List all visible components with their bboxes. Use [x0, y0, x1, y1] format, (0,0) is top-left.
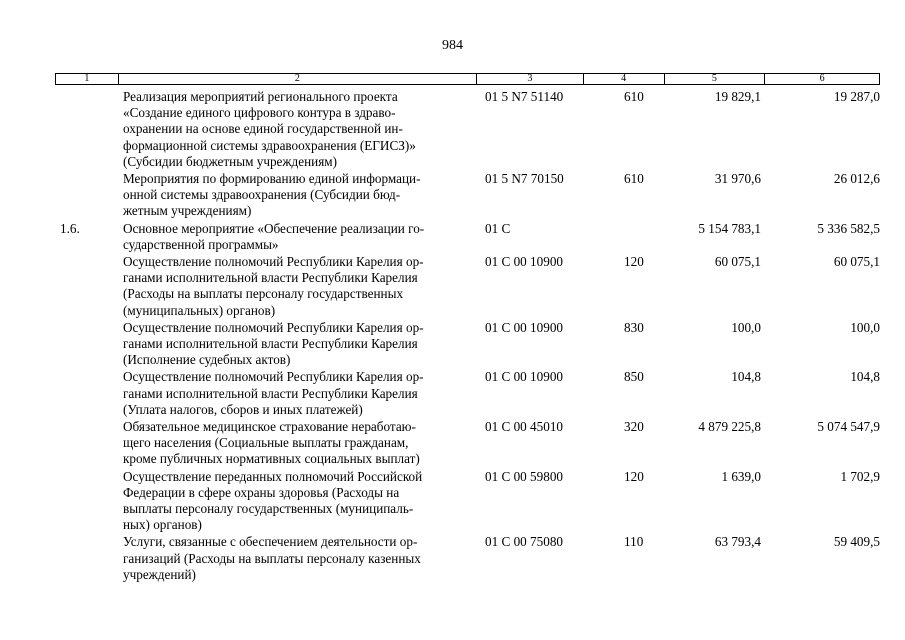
target-article-code: 01 С 00 45010	[485, 419, 564, 435]
row-description	[123, 419, 482, 468]
target-article-code: 01 С 00 10900	[485, 369, 564, 385]
table-row	[55, 89, 880, 170]
amount-year-2: 104,8	[850, 369, 880, 385]
row-number	[55, 369, 123, 418]
row-number	[55, 89, 123, 170]
description-line: выплаты персоналу государственных (муниципаль-	[123, 501, 414, 517]
table-row	[55, 369, 880, 418]
amount-year-1: 19 829,1	[714, 89, 761, 104]
table-row	[55, 469, 880, 534]
target-article-code: 01 С 00 10900	[485, 319, 564, 335]
amount-year-1: 5 154 783,1	[698, 220, 761, 236]
amount-year-1: 63 793,4	[714, 534, 761, 550]
description-line: Осуществление полномочий Республики Карелия ор-	[123, 369, 424, 385]
amount-year-2: 19 287,0	[833, 89, 880, 104]
row-description	[123, 469, 482, 534]
expense-type-code: 610	[624, 89, 644, 104]
description-line: щего населения (Социальные выплаты гражданам,	[123, 435, 409, 451]
table-row	[55, 419, 880, 468]
description-line: «Создание единого цифрового контура в здраво-	[123, 105, 396, 121]
description-line: формационной системы здравоохранения (ЕГИСЗ)»	[123, 137, 416, 153]
column-number-1: 1	[56, 74, 119, 84]
row-description	[123, 534, 482, 583]
amount-year-2: 59 409,5	[833, 534, 880, 550]
amount-year-1: 60 075,1	[714, 254, 761, 270]
table-row	[55, 221, 880, 253]
description-line: Осуществление полномочий Республики Карелия ор-	[123, 254, 424, 270]
description-line: Федерации в сфере охраны здоровья (Расходы на	[123, 484, 400, 500]
description-line: учреждений)	[123, 566, 196, 582]
description-line: ных) органов)	[123, 517, 202, 533]
amount-year-2: 1 702,9	[840, 468, 880, 484]
row-description	[123, 369, 482, 418]
description-line: Основное мероприятие «Обеспечение реализации го-	[123, 220, 425, 236]
description-line: (Уплата налогов, сборов и иных платежей)	[123, 401, 363, 417]
row-description	[123, 171, 482, 220]
table-row	[55, 320, 880, 369]
target-article-code: 01 С	[485, 220, 511, 236]
column-number-4: 4	[584, 74, 665, 84]
description-line: ганами исполнительной власти Республики Карелия	[123, 270, 418, 286]
row-number	[55, 171, 123, 220]
column-number-3: 3	[477, 74, 584, 84]
amount-year-2: 5 336 582,5	[817, 220, 880, 236]
budget-table-body	[55, 89, 880, 584]
description-line: жетным учреждениям)	[123, 203, 252, 219]
amount-year-2: 100,0	[850, 319, 880, 335]
column-number-2: 2	[119, 74, 477, 84]
description-line: (муниципальных) органов)	[123, 302, 276, 318]
expense-type-code: 850	[624, 369, 644, 385]
description-line: охранении на основе единой государственной ин-	[123, 121, 403, 137]
column-number-5: 5	[665, 74, 766, 84]
description-line: онной системы здравоохранения (Субсидии бюд-	[123, 187, 401, 203]
row-number: 1.6.	[60, 220, 80, 236]
amount-year-2: 60 075,1	[833, 254, 880, 270]
amount-year-1: 104,8	[731, 369, 761, 385]
description-line: (Исполнение судебных актов)	[123, 352, 291, 368]
amount-year-1: 1 639,0	[721, 468, 761, 484]
expense-type-code: 110	[624, 534, 644, 550]
description-line: Реализация мероприятий регионального проекта	[123, 89, 398, 104]
description-line: ганизаций (Расходы на выплаты персоналу казенных	[123, 550, 421, 566]
expense-type-code: 120	[624, 468, 644, 484]
amount-year-2: 5 074 547,9	[817, 419, 880, 435]
target-article-code: 01 С 00 10900	[485, 254, 564, 270]
expense-type-code: 320	[624, 419, 644, 435]
row-number	[55, 534, 123, 583]
column-number-header	[55, 73, 880, 85]
table-row	[55, 534, 880, 583]
row-description	[123, 221, 482, 253]
expense-type-code	[589, 221, 670, 253]
description-line: ганами исполнительной власти Республики Карелия	[123, 385, 418, 401]
amount-year-1: 31 970,6	[714, 171, 761, 187]
description-line: Обязательное медицинское страхование неработаю-	[123, 419, 416, 435]
target-article-code: 01 5 N7 70150	[485, 171, 564, 187]
description-line: (Субсидии бюджетным учреждениям)	[123, 153, 337, 169]
target-article-code: 01 С 00 59800	[485, 468, 564, 484]
description-line: Мероприятия по формированию единой информаци-	[123, 171, 421, 187]
amount-year-2: 26 012,6	[833, 171, 880, 187]
row-number	[55, 419, 123, 468]
target-article-code: 01 5 N7 51140	[485, 89, 564, 104]
table-row	[55, 254, 880, 319]
target-article-code: 01 С 00 75080	[485, 534, 564, 550]
description-line: кроме публичных нормативных социальных выплат)	[123, 451, 420, 467]
expense-type-code: 120	[624, 254, 644, 270]
row-description	[123, 320, 482, 369]
amount-year-1: 4 879 225,8	[698, 419, 761, 435]
column-number-6: 6	[819, 73, 825, 84]
description-line: (Расходы на выплаты персоналу государственных	[123, 286, 404, 302]
page-number: 984	[442, 38, 463, 53]
amount-year-1: 100,0	[731, 319, 761, 335]
expense-type-code: 830	[624, 319, 644, 335]
row-number	[55, 320, 123, 369]
description-line: Услуги, связанные с обеспечением деятельности ор-	[123, 534, 418, 550]
row-number	[55, 254, 123, 319]
description-line: ганами исполнительной власти Республики Карелия	[123, 336, 418, 352]
table-row	[55, 171, 880, 220]
row-description	[123, 89, 482, 170]
description-line: Осуществление переданных полномочий Российской	[123, 468, 423, 484]
description-line: Осуществление полномочий Республики Карелия ор-	[123, 319, 424, 335]
row-number	[55, 469, 123, 534]
row-description	[123, 254, 482, 319]
description-line: сударственной программы»	[123, 236, 279, 252]
expense-type-code: 610	[624, 171, 644, 187]
